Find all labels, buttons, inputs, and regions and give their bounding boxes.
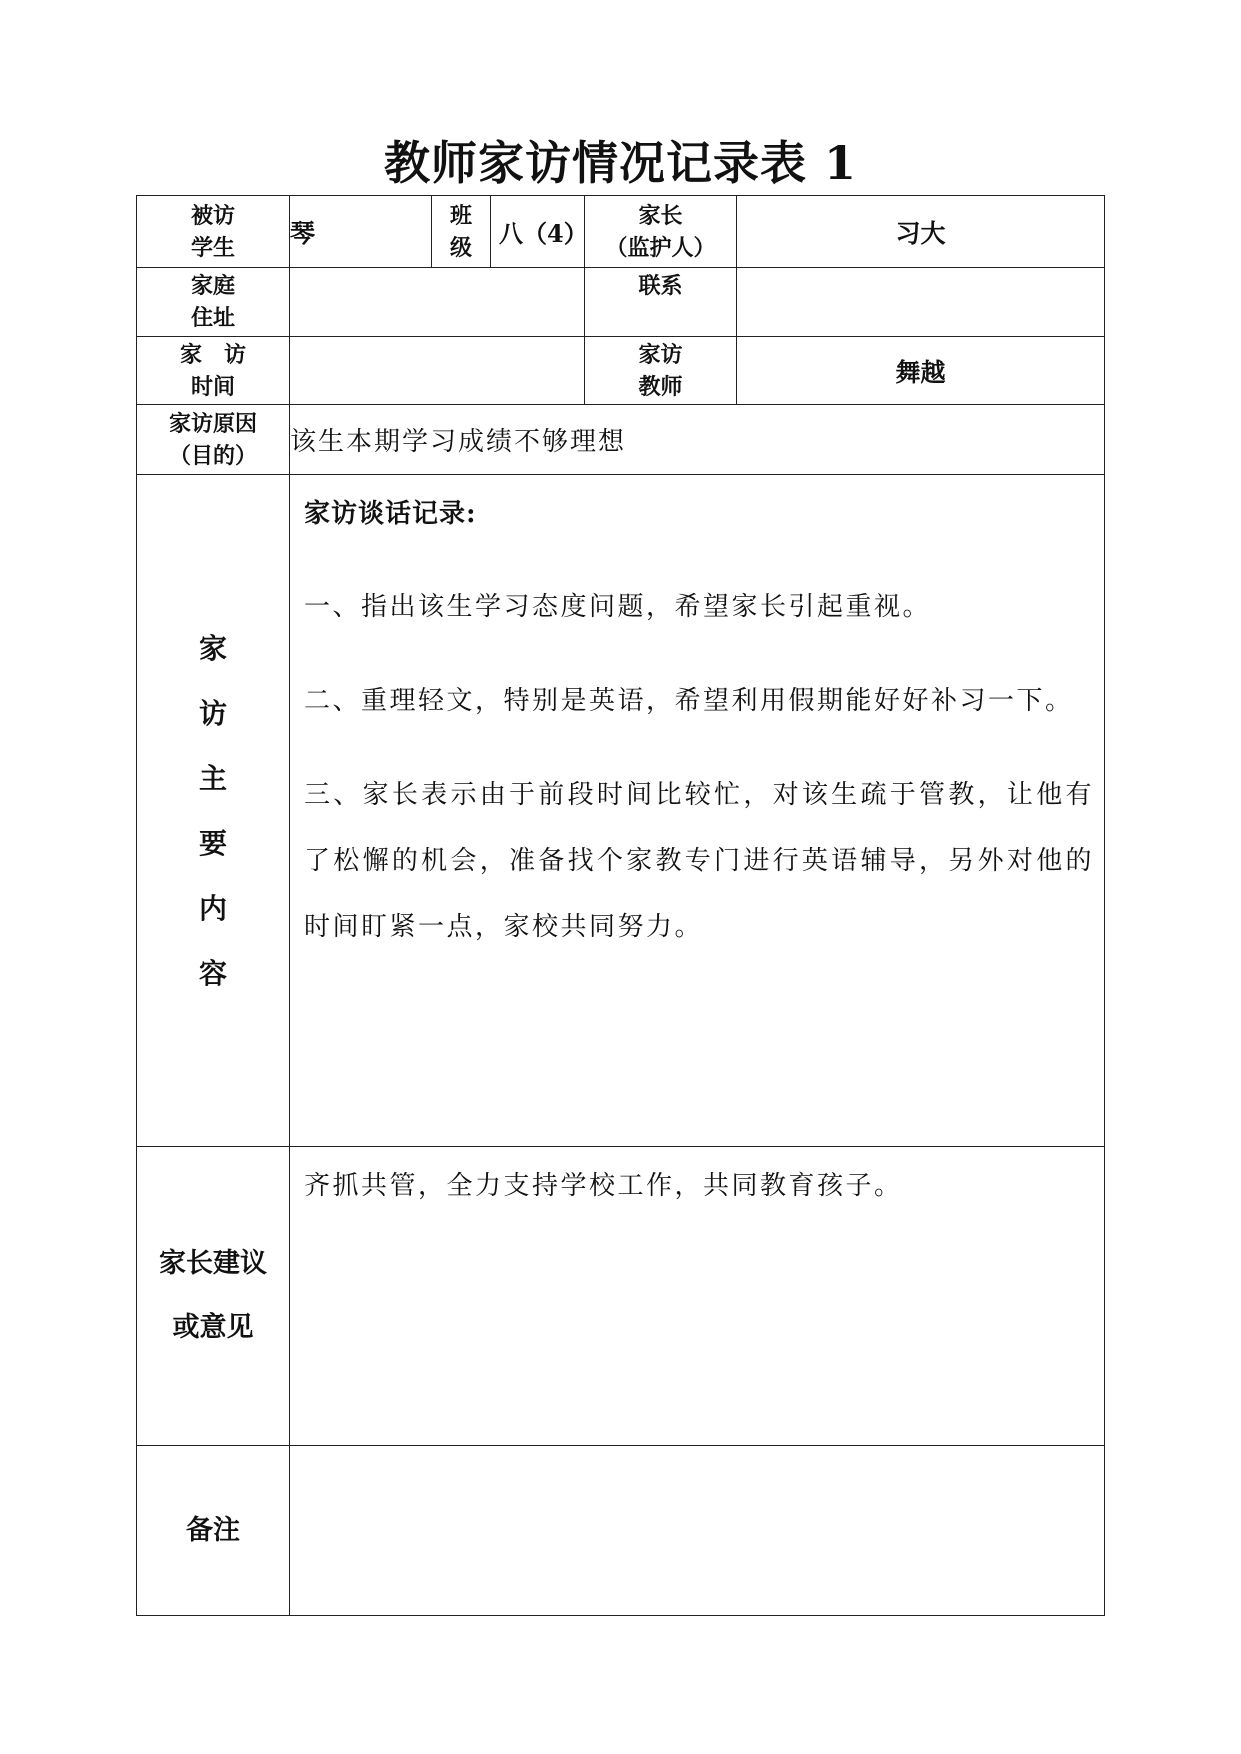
- student-value[interactable]: 琴: [290, 196, 432, 268]
- main-content-label: 家 访 主 要 内 容: [137, 475, 290, 1147]
- row-student: [137, 196, 1105, 268]
- student-label: 被访 学生: [137, 196, 290, 268]
- remarks-value[interactable]: [290, 1446, 1105, 1616]
- reason-value[interactable]: 该生本期学习成绩不够理想: [290, 405, 1105, 475]
- row-reason: [137, 405, 1105, 475]
- address-label: 家庭 住址: [137, 268, 290, 337]
- contact-label: 联系: [585, 268, 737, 337]
- suggestion-label: 家长建议 或意见: [137, 1147, 290, 1446]
- content-item: 三、家长表示由于前段时间比较忙，对该生疏于管教，让他有了松懈的机会，准备找个家教专门进行英语辅导，另外对他的时间盯紧一点，家校共同努力。: [304, 780, 1094, 942]
- class-value[interactable]: 八（4）: [491, 196, 585, 268]
- parent-value[interactable]: 习大: [737, 196, 1105, 268]
- content-item: 二、重理轻文，特别是英语，希望利用假期能好好补习一下。: [304, 686, 1074, 716]
- parent-label: 家长 （监护人）: [585, 196, 737, 268]
- main-content-value[interactable]: [290, 475, 1105, 1147]
- remarks-label: 备注: [137, 1446, 290, 1616]
- page-title: 教师家访情况记录表 1: [383, 136, 858, 190]
- reason-label: 家访原因 （目的）: [137, 405, 290, 475]
- content-item: 一、指出该生学习态度问题，希望家长引起重视。: [304, 592, 932, 622]
- teacher-label: 家访 教师: [585, 337, 737, 405]
- contact-value[interactable]: [737, 268, 1105, 337]
- suggestion-value[interactable]: 齐抓共管，全力支持学校工作，共同教育孩子。: [290, 1147, 1105, 1446]
- content-heading: 家访谈话记录:: [304, 499, 477, 529]
- row-visit-time: [137, 337, 1105, 405]
- address-value[interactable]: [290, 268, 585, 337]
- class-label: 班 级: [432, 196, 491, 268]
- row-remarks: [137, 1446, 1105, 1616]
- visit-time-value[interactable]: [290, 337, 585, 405]
- teacher-value[interactable]: 舞越: [737, 337, 1105, 405]
- visit-time-label: 家 访 时间: [137, 337, 290, 405]
- row-main-content: [137, 475, 1105, 1147]
- row-address: [137, 268, 1105, 337]
- visit-record-table: [136, 195, 1105, 1616]
- row-suggestion: [137, 1147, 1105, 1446]
